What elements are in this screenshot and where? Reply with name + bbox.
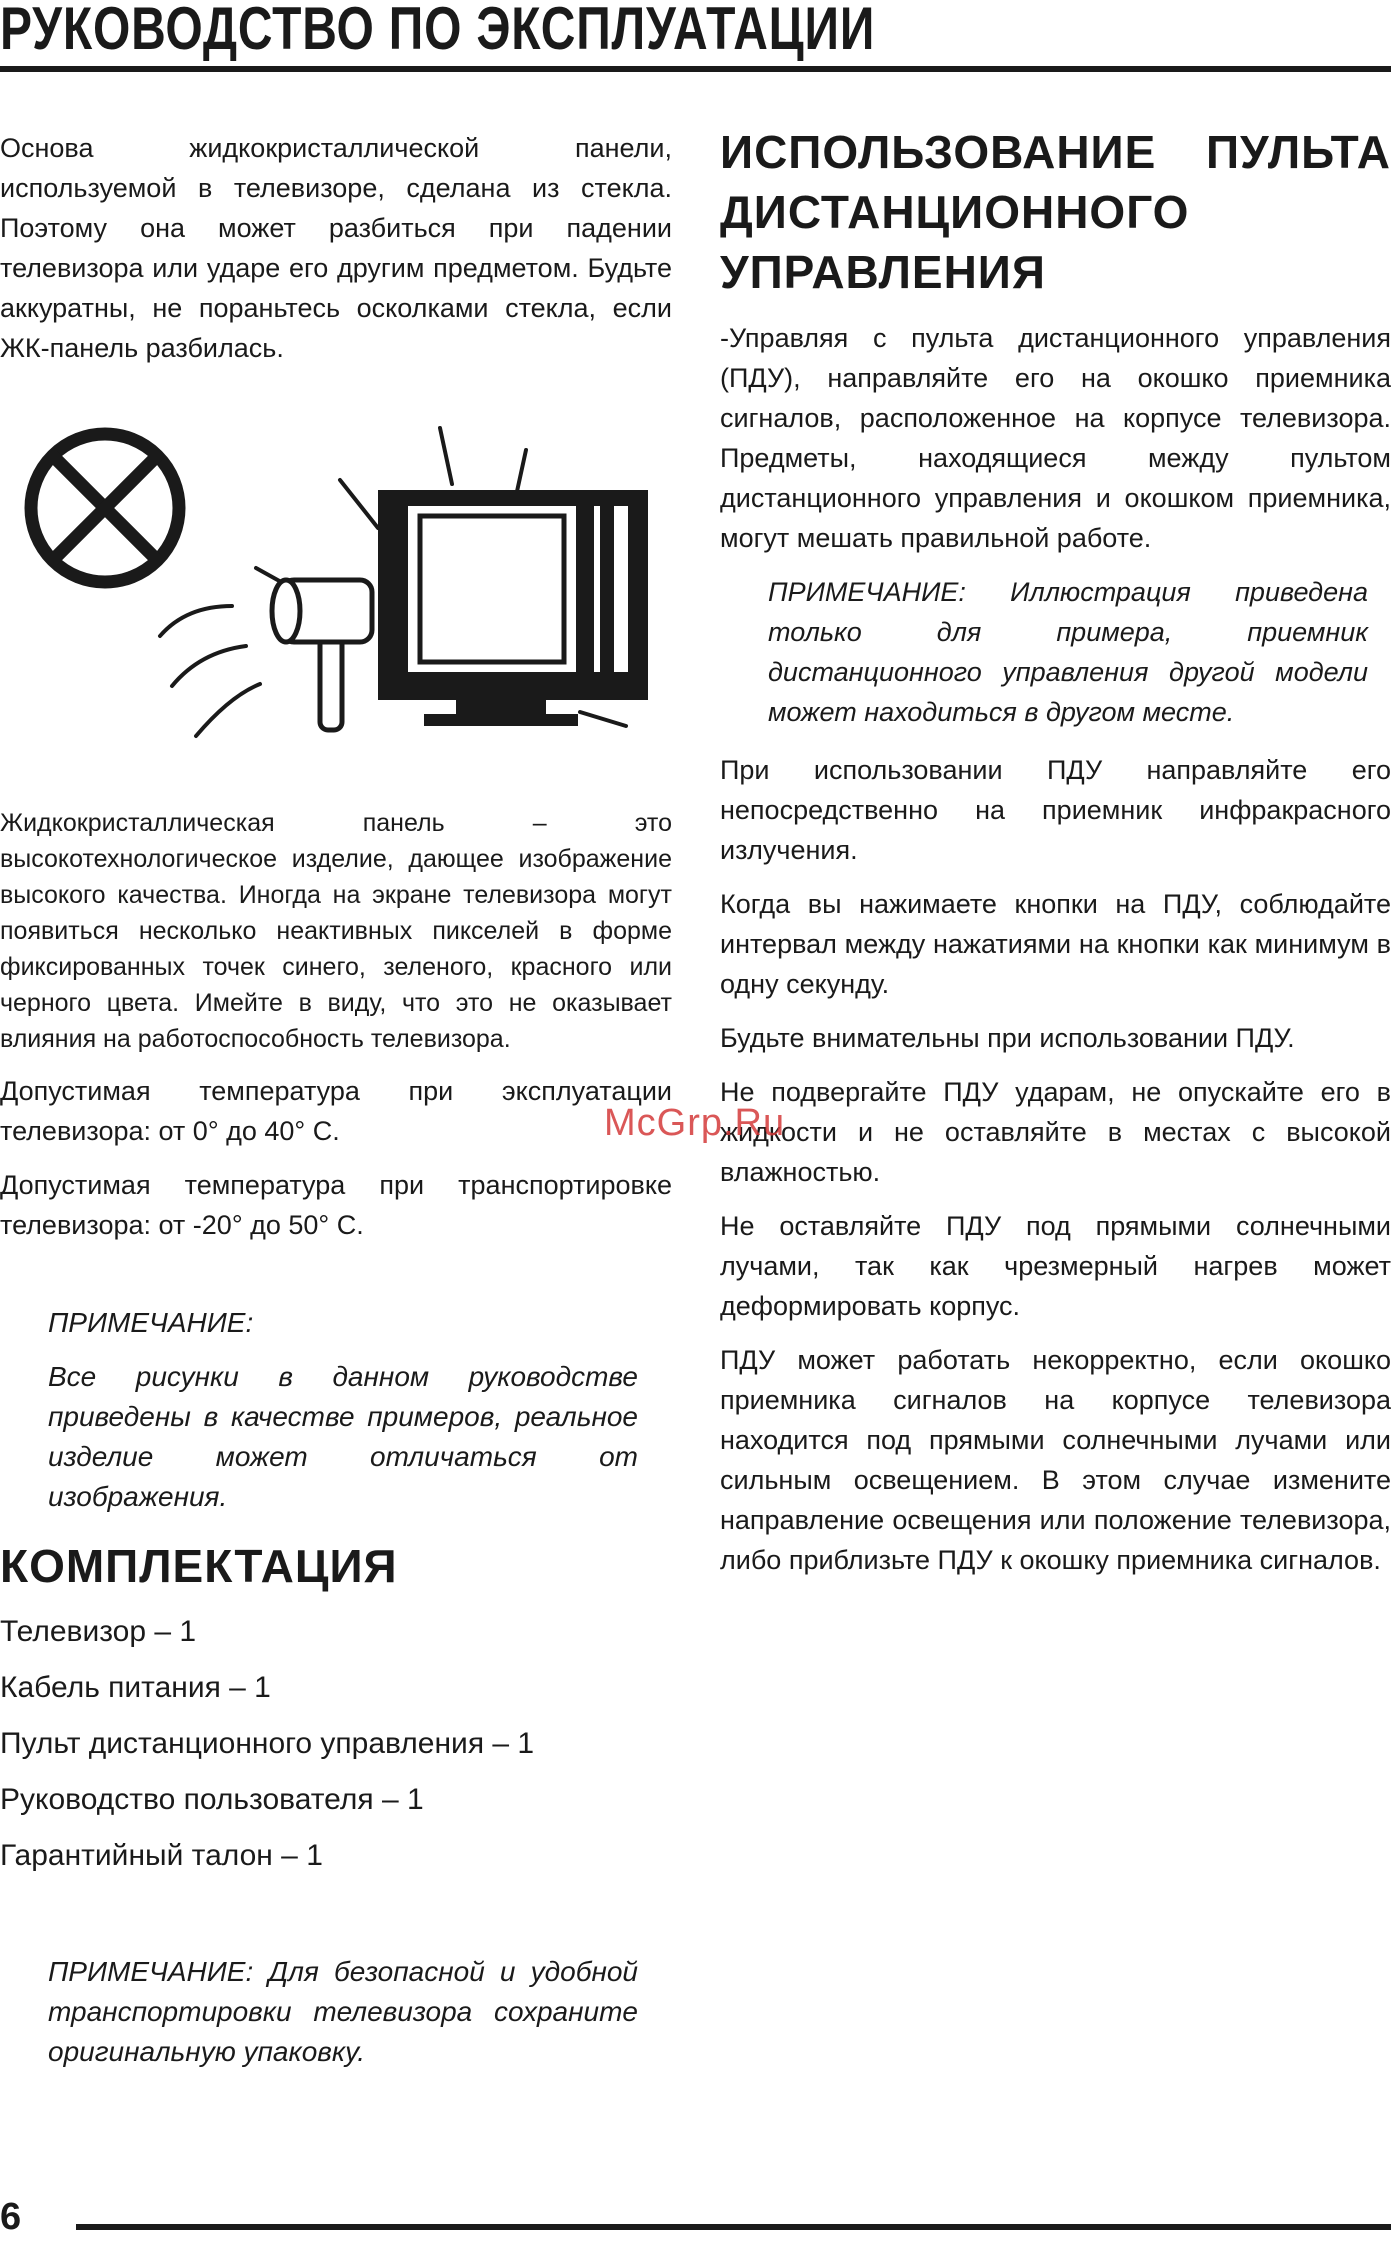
remote-usage-heading: ИСПОЛЬЗОВАНИЕ ПУЛЬТА ДИСТАНЦИОННОГО УПРАВЛЕНИЯ: [720, 126, 1391, 298]
footer-rule: [76, 2224, 1391, 2230]
kit-list: [0, 1604, 700, 1884]
kit-section: [0, 1536, 700, 2072]
page-number: 6: [0, 2196, 22, 2238]
moisture-paragraph: Не подвергайте ПДУ ударам, не опускайте его в жидкости и не оставляйте в местах с высокой влажностью.: [720, 1077, 1391, 1187]
list-item: Гарантийный талон – 1: [0, 1839, 323, 1872]
sunlight-paragraph: Не оставляйте ПДУ под прямыми солнечными лучами, так как чрезмерный нагрев может деформировать корпус.: [720, 1211, 1391, 1321]
swoosh-lines-icon: [160, 606, 260, 736]
remote-receiver-note: ПРИМЕЧАНИЕ: Иллюстрация приведена только для примера, приемник дистанционного управления другой модели может находиться в другом месте.: [768, 577, 1368, 727]
kit-heading: КОМПЛЕКТАЦИЯ: [0, 1540, 398, 1592]
lcd-pixels-paragraph: Жидкокристаллическая панель – это высокотехнологическое изделие, дающее изображение высокого качества. Иногда на экране телевизора могут появиться несколько неактивных пикселей в форме фиксированных точек синего, зеленого, красного или черного цвета. Имейте в виду, что это не оказывает влияния на работоспособность телевизора.: [0, 809, 672, 1053]
do-not-hit-tv-illustration: [0, 420, 672, 770]
infrared-paragraph: При использовании ПДУ направляйте его непосредственно на приемник инфракрасного излучения.: [720, 755, 1391, 865]
hammer-icon: [272, 580, 372, 730]
glass-warning-paragraph: Основа жидкокристаллической панели, используемой в телевизоре, сделана из стекла. Поэтому она может разбиться при падении телевизора или ударе его другим предметом. Будьте аккуратны, не пораньтесь осколками стекла, если ЖК-панель разбилась.: [0, 133, 672, 363]
tv-icon: [378, 490, 648, 726]
lighting-paragraph: ПДУ может работать некорректно, если окошко приемника сигналов на корпусе телевизора находится под прямыми солнечными лучами или сильным освещением. В этом случае измените направление освещения или положение телевизора, либо приблизьте ПДУ к окошку приемника сигналов.: [720, 1345, 1391, 1575]
packaging-note: ПРИМЕЧАНИЕ: Для безопасной и удобной транспортировки телевизора сохраните оригинальную упаковку.: [48, 1956, 638, 2067]
right-column: [720, 122, 1391, 1594]
list-item: Телевизор – 1: [0, 1615, 197, 1648]
careful-use-paragraph: Будьте внимательны при использовании ПДУ.: [720, 1023, 1295, 1053]
prohibition-icon: [31, 434, 179, 582]
remote-direction-paragraph: -Управляя с пульта дистанционного управления (ПДУ), направляйте его на окошко приемника сигналов, расположенное на корпусе телевизора. Предметы, находящиеся между пультом дистанционного управления и окошком приемника, могут мешать правильной работе.: [720, 323, 1391, 553]
list-item: Кабель питания – 1: [0, 1671, 271, 1704]
button-interval-paragraph: Когда вы нажимаете кнопки на ПДУ, соблюдайте интервал между нажатиями на кнопки как минимум в одну секунду.: [720, 889, 1391, 999]
operating-temperature: Допустимая температура при эксплуатации телевизора: от 0° до 40° С.: [0, 1076, 672, 1146]
title-rule: [0, 66, 1391, 72]
page-title: РУКОВОДСТВО ПО ЭКСПЛУАТАЦИИ: [0, 0, 876, 62]
left-column: [0, 128, 672, 1517]
figures-note: [48, 1303, 638, 1517]
watermark-text: McGrp.Ru: [604, 1102, 786, 1144]
note-text: Все рисунки в данном руководстве приведены в качестве примеров, реальное изделие может отличаться от изображения.: [48, 1361, 638, 1512]
list-item: Пульт дистанционного управления – 1: [0, 1727, 535, 1760]
transport-temperature: Допустимая температура при транспортировке телевизора: от -20° до 50° С.: [0, 1170, 672, 1240]
note-label: ПРИМЕЧАНИЕ:: [48, 1307, 254, 1338]
list-item: Руководство пользователя – 1: [0, 1783, 424, 1816]
